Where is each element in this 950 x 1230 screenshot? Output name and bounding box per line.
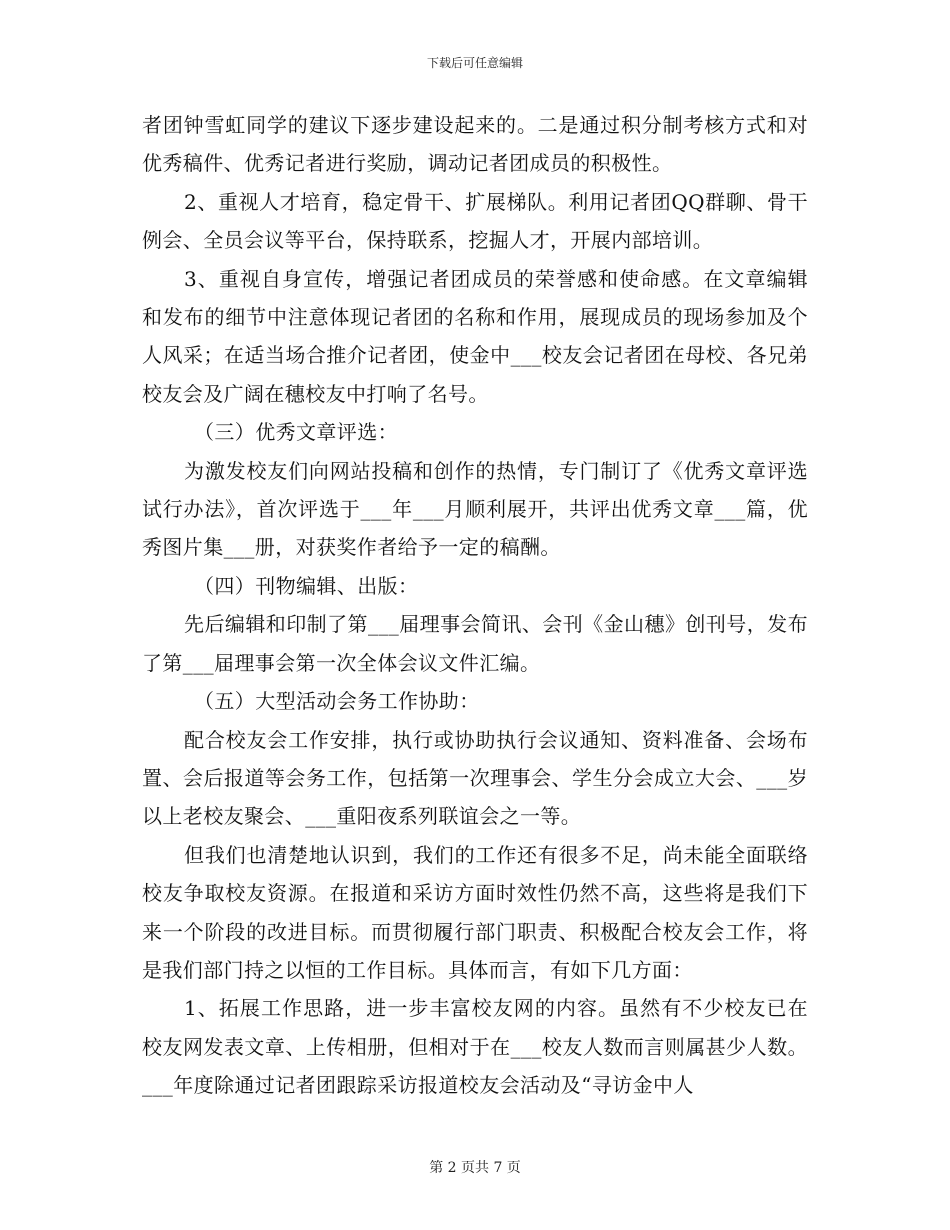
paragraph-article-selection: 为激发校友们向网站投稿和创作的热情，专门制订了《优秀文章评选试行办法》，首次评选于___年___月顺利展开，共评出优秀文章___篇，优秀图片集___册，对获奖作者给予一定的稿酬。: [142, 458, 808, 560]
paragraph-talent-cultivation: 2、重视人才培育，稳定骨干、扩展梯队。利用记者团QQ群聊、骨干例会、全员会议等平台，保持联系，挖掘人才，开展内部培训。: [142, 189, 808, 253]
section-heading-publication: （四）刊物编辑、出版：: [194, 573, 419, 598]
page-footer: 第 2 页共 7 页: [429, 1160, 521, 1176]
paragraph-intro-continuation: 者团钟雪虹同学的建议下逐步建设起来的。二是通过积分制考核方式和对优秀稿件、优秀记者进行奖励，调动记者团成员的积极性。: [142, 113, 808, 176]
page-header: 下载后可任意编辑: [426, 56, 523, 70]
document-body: [142, 106, 808, 1105]
paragraph-plan-item-1: 1、拓展工作思路，进一步丰富校友网的内容。虽然有不少校友已在校友网发表文章、上传相册，但相对于在___校友人数而言则属甚少人数。___年度除通过记者团跟踪采访报道校友会活动及“寻访金中人: [142, 996, 808, 1098]
section-heading-article-selection: （三）优秀文章评选：: [194, 420, 398, 445]
paragraph-publication: 先后编辑和印制了第___届理事会简讯、会刊《金山穗》创刊号，发布了第___届理事会第一次全体会议文件汇编。: [142, 612, 808, 675]
paragraph-self-promotion: 3、重视自身宣传，增强记者团成员的荣誉感和使命感。在文章编辑和发布的细节中注意体现记者团的名称和作用，展现成员的现场参加及个人风采；在适当场合推介记者团，使金中___校友会记者团在母校、各兄弟校友会及广阔在穗校友中打响了名号。: [142, 266, 808, 406]
paragraph-shortcomings: 但我们也清楚地认识到，我们的工作还有很多不足，尚未能全面联络校友争取校友资源。在报道和采访方面时效性仍然不高，这些将是我们下来一个阶段的改进目标。而贯彻履行部门职责、积极配合校友会工作，将是我们部门持之以恒的工作目标。具体而言，有如下几方面：: [142, 842, 808, 982]
paragraph-event-assistance: 配合校友会工作安排，执行或协助执行会议通知、资料准备、会场布置、会后报道等会务工作，包括第一次理事会、学生分会成立大会、___岁以上老校友聚会、___重阳夜系列联谊会之一等。: [142, 727, 808, 829]
section-heading-event-assistance: （五）大型活动会务工作协助：: [194, 689, 480, 714]
